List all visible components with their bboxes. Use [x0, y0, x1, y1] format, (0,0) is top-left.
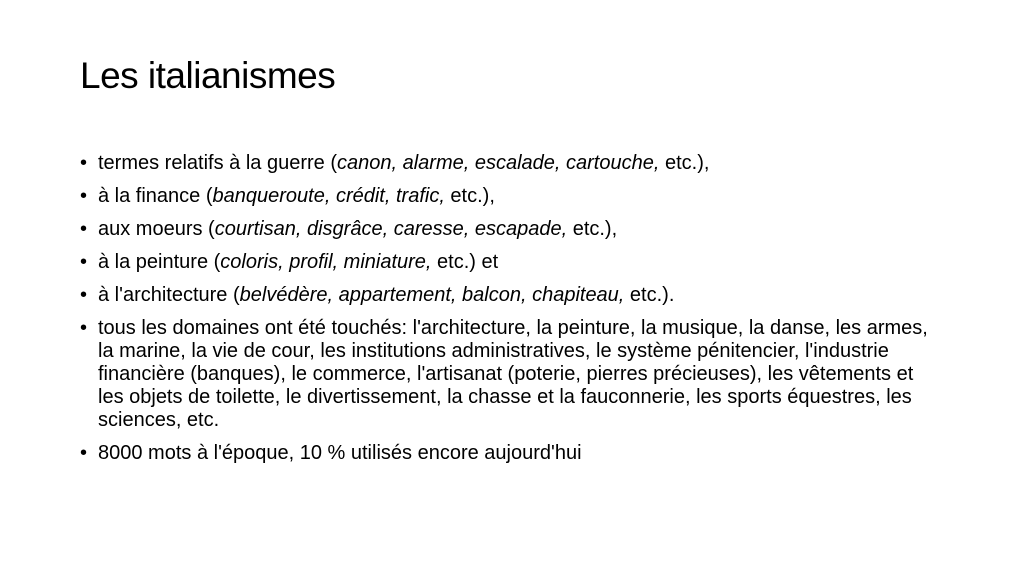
bullet-item-moeurs — [80, 218, 940, 241]
bullet-text-end: etc.), — [659, 152, 710, 174]
bullet-text: à la peinture ( — [98, 251, 221, 273]
bullet-item-finance — [80, 185, 940, 208]
bullet-icon: • — [80, 442, 88, 464]
bullet-text: aux moeurs ( — [98, 218, 215, 240]
bullet-icon: • — [80, 218, 88, 240]
bullet-item-domaines — [80, 317, 940, 432]
bullet-text-end: etc.). — [624, 284, 675, 306]
bullet-text: à l'architecture ( — [98, 284, 240, 306]
bullet-italic-examples: belvédère, appartement, balcon, chapiteau, — [239, 284, 625, 306]
bullet-text: termes relatifs à la guerre ( — [98, 152, 337, 174]
slide-title: Les italianismes — [80, 55, 336, 96]
bullet-item-guerre — [80, 152, 940, 175]
bullet-text: à la finance ( — [98, 185, 213, 207]
bullet-icon: • — [80, 185, 88, 207]
bullet-icon: • — [80, 317, 88, 339]
bullet-icon: • — [80, 251, 88, 273]
bullet-text: tous les domaines ont été touchés: l'architecture, la peinture, la musique, la danse, les armes, la marine, la vie de cour, les institutions administratives, le système pénitencier, l'industrie financière (banques), le commerce, l'artisanat (poterie, pierres précieuses), les vêtements et les objets de toilette, le divertissement, la chasse et la fauconnerie, les sports équestres, les sciences, etc. — [98, 317, 928, 431]
bullet-text-end: etc.) et — [431, 251, 499, 273]
bullet-list — [80, 152, 940, 475]
bullet-italic-examples: canon, alarme, escalade, cartouche, — [336, 152, 660, 174]
bullet-text-end: etc.), — [444, 185, 495, 207]
bullet-text: 8000 mots à l'époque, 10 % utilisés encore aujourd'hui — [98, 442, 582, 464]
bullet-icon: • — [80, 284, 88, 306]
bullet-text-end: etc.), — [567, 218, 618, 240]
bullet-item-peinture — [80, 251, 940, 274]
bullet-italic-examples: courtisan, disgrâce, caresse, escapade, — [214, 218, 568, 240]
bullet-icon: • — [80, 152, 88, 174]
bullet-item-architecture — [80, 284, 940, 307]
bullet-item-mots — [80, 442, 940, 465]
bullet-italic-examples: coloris, profil, miniature, — [220, 251, 432, 273]
bullet-italic-examples: banqueroute, crédit, trafic, — [212, 185, 445, 207]
